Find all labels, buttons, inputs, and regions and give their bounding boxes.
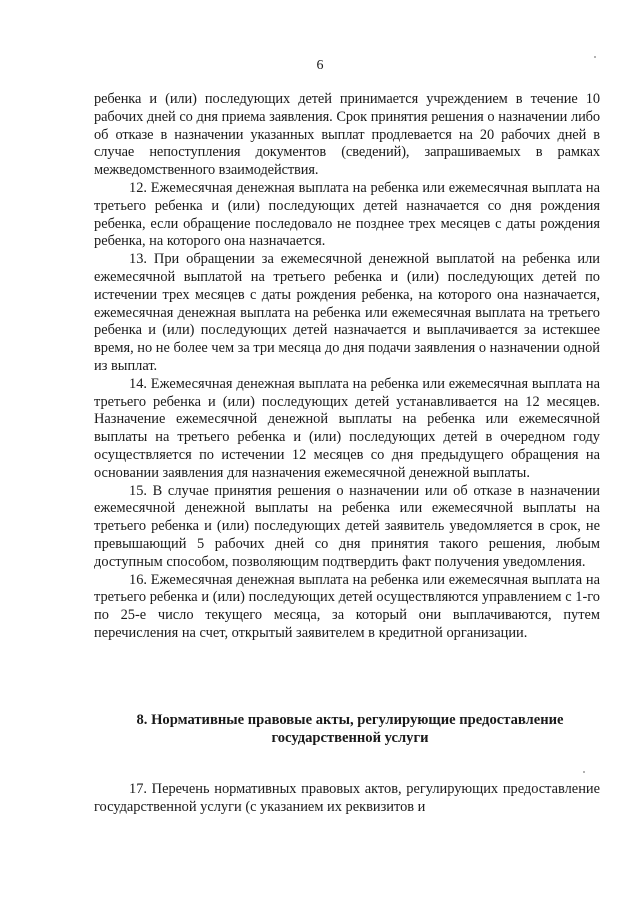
paragraph-12: 12. Ежемесячная денежная выплата на ребенка или ежемесячная выплата на третьего ребенка и (или) последующих детей назначается со дня рождения ребенка, если обращение последовало не позднее трех месяцев с даты рождения ребенка, на которого она назначается.: [94, 179, 600, 250]
scan-speck: [594, 56, 596, 58]
paragraph-15: 15. В случае принятия решения о назначении или об отказе в назначении ежемесячной денежной выплаты на ребенка или ежемесячной выплаты на третьего ребенка и (или) последующих детей заявитель уведомляется в срок, не превышающий 5 рабочих дней со дня принятия такого решения, любым доступным способом, позволяющим подтвердить факт получения уведомления.: [94, 482, 600, 570]
section-heading: 8. Нормативные правовые акты, регулирующие предоставление государственной услуги: [136, 712, 564, 746]
paragraph-13: 13. При обращении за ежемесячной денежной выплатой на ребенка или ежемесячной выплатой на третьего ребенка и (или) последующих детей по истечении трех месяцев с даты рождения ребенка, на которого она назначается, ежемесячная денежная выплата на ребенка или ежемесячная выплата на третьего ребенка и (или) последующих детей назначается и выплачивается за истекшее время, но не более чем за три месяца до дня подачи заявления о назначении одной из выплат.: [94, 251, 600, 374]
scan-speck: [583, 771, 585, 773]
page-number: 6: [316, 58, 324, 73]
paragraph-17: 17. Перечень нормативных правовых актов, регулирующих предоставление государственной услуги (с указанием их реквизитов и: [94, 781, 600, 815]
paragraph-14: 14. Ежемесячная денежная выплата на ребенка или ежемесячная выплата на третьего ребенка и (или) последующих детей устанавливается на 12 месяцев. Назначение ежемесячной денежной выплаты на ребенка или ежемесячной выплаты на третьего ребенка и (или) последующих детей в очередном году осуществляется по истечении 12 месяцев со дня предыдущего обращения на основании заявления для назначения ежемесячной денежной выплаты.: [94, 375, 600, 481]
paragraph-16: 16. Ежемесячная денежная выплата на ребенка или ежемесячная выплата на третьего ребенка и (или) последующих детей осуществляются управлением с 1-го по 25-е число текущего месяца, за который они выплачиваются, путем перечисления на счет, открытый заявителем в кредитной организации.: [94, 571, 600, 641]
paragraph-17-wrapper: [94, 781, 600, 817]
paragraph-11-continuation: ребенка и (или) последующих детей принимается учреждением в течение 10 рабочих дней со дня приема заявления. Срок принятия решения о назначении либо об отказе в назначении указанных выплат продлевается на 20 рабочих дней в случае непоступления документов (сведений), запрашиваемых в рамках межведомственного взаимодействия.: [94, 91, 600, 179]
page-body: [94, 91, 600, 643]
